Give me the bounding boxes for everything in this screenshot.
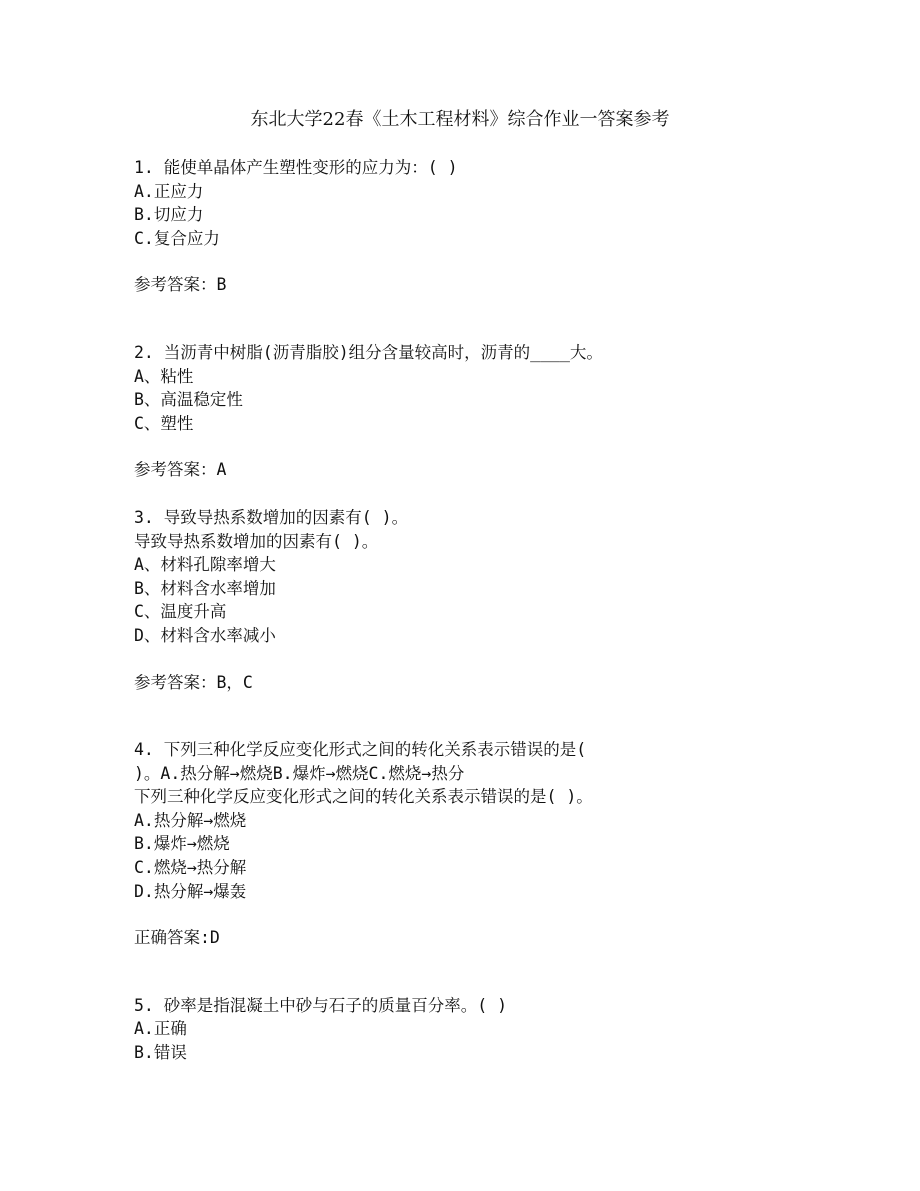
spacer <box>134 950 774 994</box>
answer-text: 正确答案:D <box>134 928 220 948</box>
option-b: B、高温稳定性 <box>134 390 243 410</box>
question-1 <box>134 156 774 297</box>
question-stem: 2. 当沥青中树脂(沥青脂胶)组分含量较高时，沥青的____大。 <box>134 342 603 362</box>
question-4 <box>134 738 774 950</box>
question-stem: 5. 砂率是指混凝土中砂与石子的质量百分率。( ) <box>134 995 508 1015</box>
question-list <box>134 156 774 1065</box>
question-stem: 3. 导致导热系数增加的因素有( )。 <box>134 507 409 527</box>
option-a: A、粘性 <box>134 366 194 386</box>
option-a: A.正应力 <box>134 181 204 201</box>
question-stem-continued: )。A.热分解→燃烧B.爆炸→燃烧C.燃烧→热分 <box>134 763 465 783</box>
option-a: A.正确 <box>134 1019 187 1039</box>
spacer <box>134 694 774 738</box>
answer-text: 参考答案：B <box>134 275 227 295</box>
document-title: 东北大学22春《土木工程材料》综合作业一答案参考 <box>250 109 670 130</box>
option-b: B.爆炸→燃烧 <box>134 834 230 854</box>
question-stem-repeat: 导致导热系数增加的因素有( )。 <box>134 531 379 551</box>
option-c: C、塑性 <box>134 413 194 433</box>
question-5 <box>134 994 774 1065</box>
option-b: B、材料含水率增加 <box>134 578 276 598</box>
spacer <box>134 297 774 341</box>
option-c: C.复合应力 <box>134 228 220 248</box>
option-d: D、材料含水率减小 <box>134 625 276 645</box>
question-stem: 4. 下列三种化学反应变化形式之间的转化关系表示错误的是( <box>134 740 587 760</box>
answer-text: 参考答案：B，C <box>134 672 253 692</box>
option-d: D.热分解→爆轰 <box>134 881 247 901</box>
spacer <box>134 482 774 506</box>
option-b: B.切应力 <box>134 205 204 225</box>
option-c: C、温度升高 <box>134 602 227 622</box>
option-a: A.热分解→燃烧 <box>134 810 247 830</box>
question-2 <box>134 341 774 482</box>
option-b: B.错误 <box>134 1043 187 1063</box>
question-stem: 1. 能使单晶体产生塑性变形的应力为：( ) <box>134 158 458 177</box>
option-c: C.燃烧→热分解 <box>134 858 247 878</box>
option-a: A、材料孔隙率增大 <box>134 555 276 575</box>
answer-text: 参考答案：A <box>134 460 227 480</box>
question-3 <box>134 506 774 694</box>
question-stem-repeat: 下列三种化学反应变化形式之间的转化关系表示错误的是( )。 <box>134 787 593 807</box>
